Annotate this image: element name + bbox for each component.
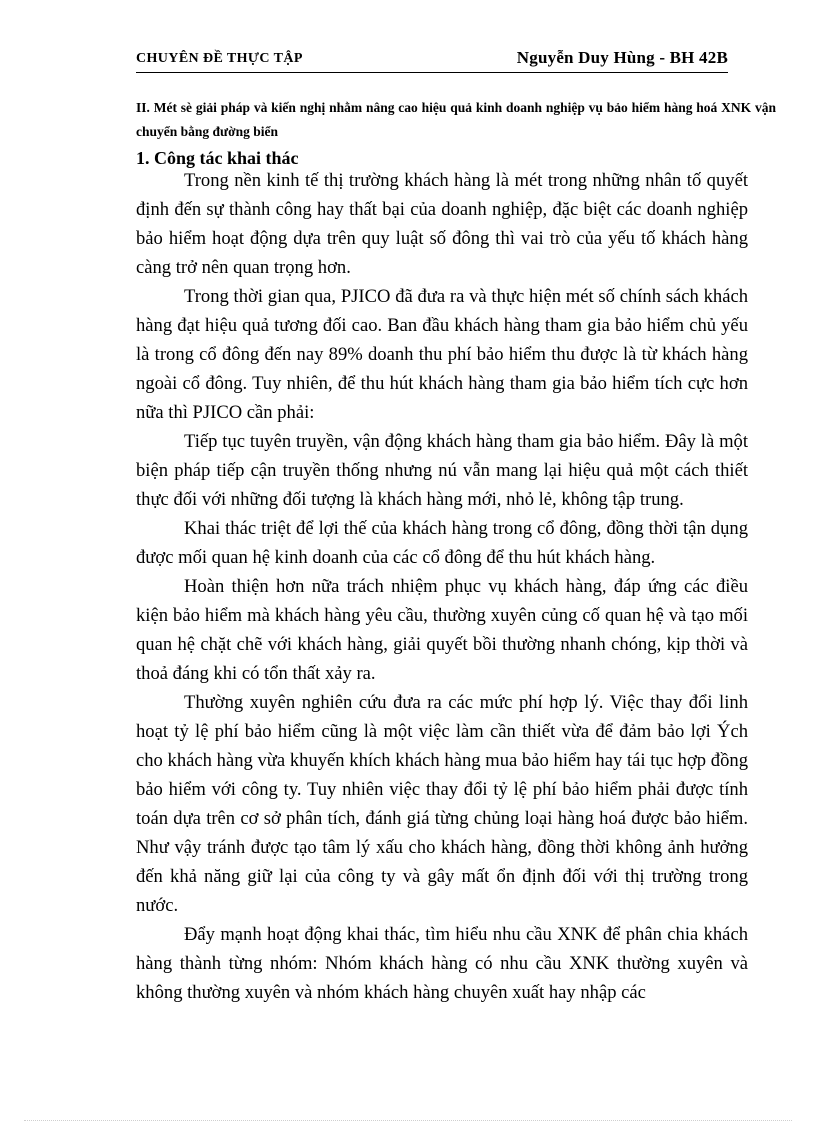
header-divider — [136, 72, 728, 73]
page-bottom-divider — [24, 1120, 792, 1121]
report-type-label: CHUYÊN ĐỀ THỰC TẬP — [136, 51, 303, 66]
section-heading: II. Mét sè giải pháp và kiến nghị nhằm nâng cao hiệu quả kinh doanh nghiệp vụ bảo hiểm hàng hoá XNK vận chuyển bằng đường biển — [136, 100, 776, 139]
paragraph: Thường xuyên nghiên cứu đưa ra các mức phí hợp lý. Việc thay đổi linh hoạt tỷ lệ phí bảo hiểm cũng là một việc làm cần thiết vừa để đảm bảo lợi Ých cho khách hàng vừa khuyến khích khách hàng mua bảo hiểm hay tái tục hợp đồng bảo hiểm với công ty. Tuy nhiên việc thay đổi tỷ lệ phí bảo hiểm phải được tính toán dựa trên cơ sở phân tích, đánh giá từng chủng loại hàng hoá được bảo hiểm. Như vậy tránh được tạo tâm lý xấu cho khách hàng, đồng thời không ảnh hưởng đến khả năng giữ lại của công ty và gây mất ổn định đối với thị trường trong nước. — [136, 692, 748, 916]
body-text — [136, 166, 748, 1007]
subsection-heading: 1. Công tác khai thác — [136, 148, 299, 168]
paragraph: Hoàn thiện hơn nữa trách nhiệm phục vụ khách hàng, đáp ứng các điều kiện bảo hiểm mà khách hàng yêu cầu, thường xuyên củng cố quan hệ và tạo mối quan hệ chặt chẽ với khách hàng, giải quyết bồi thường nhanh chóng, kịp thời và thoả đáng khi có tổn thất xảy ra. — [136, 576, 748, 684]
paragraph: Đẩy mạnh hoạt động khai thác, tìm hiểu nhu cầu XNK để phân chia khách hàng thành từng nhóm: Nhóm khách hàng có nhu cầu XNK thường xuyên và không thường xuyên và nhóm khách hàng chuyên xuất hay nhập các — [136, 924, 748, 1003]
paragraph: Khai thác triệt để lợi thế của khách hàng trong cổ đông, đồng thời tận dụng được mối quan hệ kinh doanh của các cổ đông để thu hút khách hàng. — [136, 518, 748, 568]
paragraph: Trong nền kinh tế thị trường khách hàng là mét trong những nhân tố quyết định đến sự thành công hay thất bại của doanh nghiệp, đặc biệt các doanh nghiệp bảo hiểm hoạt động dựa trên quy luật số đông thì vai trò của yếu tố khách hàng càng trở nên quan trọng hơn. — [136, 170, 748, 278]
author-label: Nguyễn Duy Hùng - BH 42B — [516, 48, 728, 67]
page-header — [136, 48, 728, 74]
paragraph: Trong thời gian qua, PJICO đã đưa ra và thực hiện mét số chính sách khách hàng đạt hiệu quả tương đối cao. Ban đầu khách hàng tham gia bảo hiểm chủ yếu là trong cổ đông đến nay 89% doanh thu phí bảo hiểm thu được là từ khách hàng ngoài cổ đông. Tuy nhiên, để thu hút khách hàng tham gia bảo hiểm tích cực hơn nữa thì PJICO cần phải: — [136, 286, 748, 423]
paragraph: Tiếp tục tuyên truyền, vận động khách hàng tham gia bảo hiểm. Đây là một biện pháp tiếp cận truyền thống nhưng nú vẫn mang lại hiệu quả một cách thiết thực đối với những đối tượng là khách hàng mới, nhỏ lẻ, không tập trung. — [136, 431, 748, 510]
